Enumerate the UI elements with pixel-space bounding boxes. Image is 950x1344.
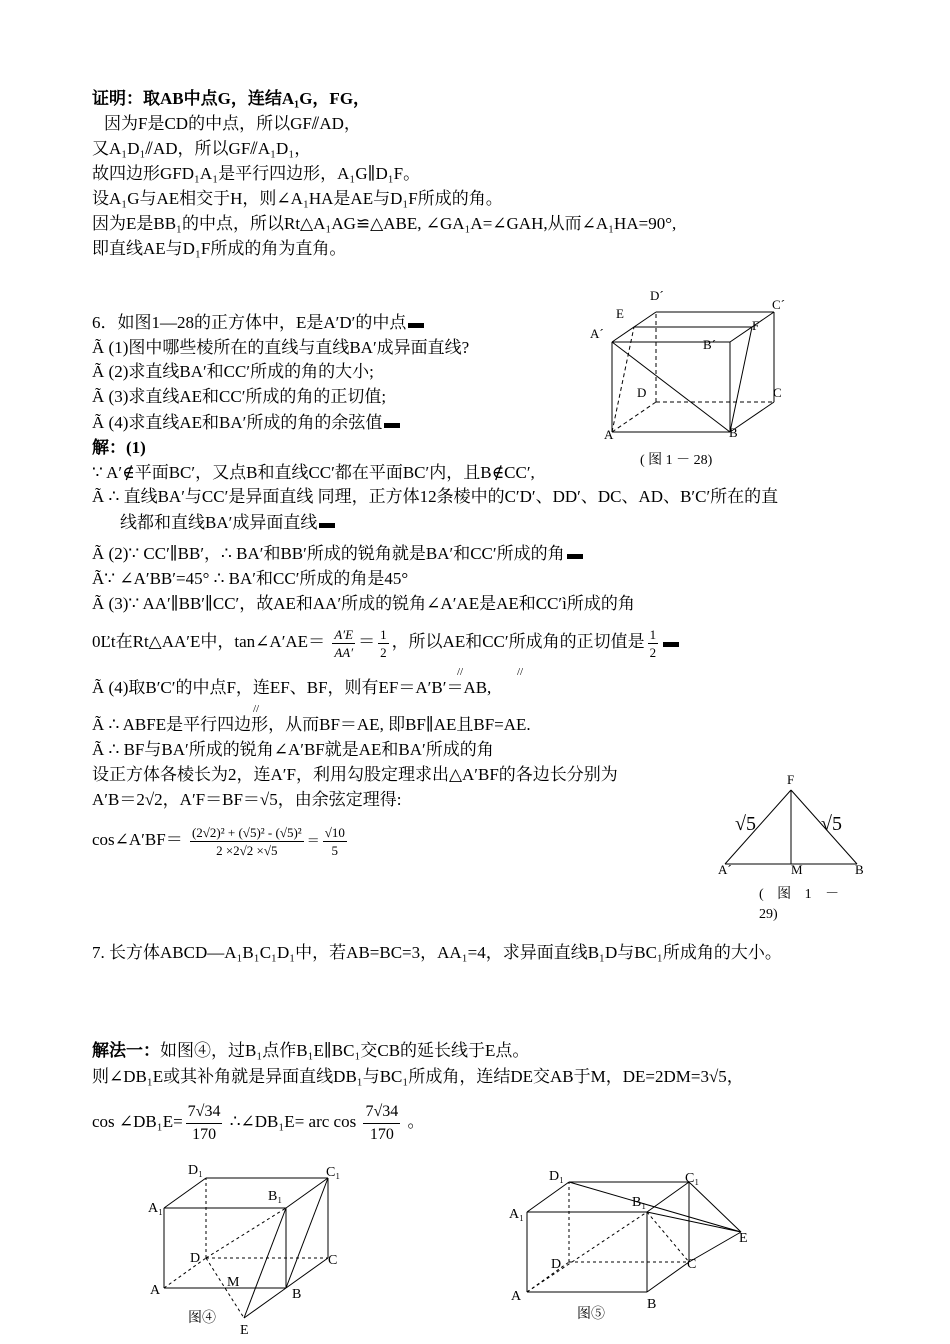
label-e: E bbox=[240, 1323, 249, 1338]
q7-sol-text: 如图④，过B₁点作B₁E∥BC₁交CB的延长线于E点。 bbox=[160, 1041, 530, 1060]
q6-sol-line-13 bbox=[92, 818, 350, 862]
label-d: D bbox=[551, 1257, 562, 1272]
label-c: C bbox=[328, 1253, 338, 1268]
label-d: D bbox=[190, 1251, 201, 1266]
frac-denominator: 2 bbox=[380, 644, 387, 660]
q7-sol-line-2: 则∠DB₁E或其补角就是异面直线DB₁与BC₁所成角，连结DE交AB于M，DE=2DM=3√5， bbox=[92, 1067, 744, 1086]
label-sqrt5-right: √5 bbox=[821, 813, 842, 835]
fraction-cos-value bbox=[186, 1101, 223, 1146]
parallel-mark: // bbox=[517, 666, 524, 678]
edit-mark-icon bbox=[663, 642, 679, 647]
edit-mark-icon bbox=[408, 323, 424, 328]
label-a: A bbox=[511, 1289, 522, 1304]
label-b: B bbox=[292, 1287, 302, 1302]
q6-sol-line-3-text: 线都和直线BA′成异面直线 bbox=[120, 513, 318, 532]
q6-sol-line-12: A′B＝2√2，A′F＝BF＝√5，由余弦定理得: bbox=[92, 790, 402, 809]
label-b: B bbox=[729, 425, 738, 440]
label-b: B bbox=[647, 1297, 657, 1312]
fraction-result bbox=[323, 824, 347, 859]
label-c: C bbox=[773, 385, 782, 400]
proof-line-3: 又A₁D₁⫽AD，所以GF⫽A₁D₁， bbox=[92, 139, 312, 158]
frac-numerator: 1 bbox=[380, 626, 387, 642]
proof-line-4: 故四边形GFD₁A₁是平行四边形，A₁G∥D₁F。 bbox=[92, 164, 421, 183]
q6-tan-text: 0Ľt在Rt△AA′E中，tan∠A′AE＝ bbox=[92, 632, 326, 651]
q6-sol-line-6: Ã (3)∵ AA′∥BB′∥CC′，故AE和AA′所成的锐角∠A′AE是AE和CC′ì所成的角 bbox=[92, 594, 635, 613]
parallel-mark: // bbox=[253, 703, 260, 715]
label-b-prime: B´ bbox=[703, 337, 716, 352]
label-b: B bbox=[855, 862, 864, 877]
q6-title-text: 6．如图1—28的正方体中，E是A′D′的中点 bbox=[92, 313, 407, 332]
label-d1: D₁ bbox=[188, 1163, 203, 1178]
q6-solution-head: 解：(1) bbox=[92, 438, 146, 457]
equals-sign: ＝ bbox=[358, 632, 376, 651]
label-a-prime: A´ bbox=[718, 862, 732, 877]
edit-mark-icon bbox=[567, 554, 583, 559]
equals-sign: ＝ bbox=[306, 833, 320, 848]
fraction-cosine bbox=[190, 824, 304, 859]
label-a1: A₁ bbox=[148, 1201, 163, 1216]
label-e: E bbox=[616, 306, 624, 321]
label-f: F bbox=[752, 318, 760, 333]
frac-denominator: 170 bbox=[192, 1125, 217, 1143]
proof-line-7: 即直线AE与D₁F所成的角为直角。 bbox=[92, 239, 347, 258]
label-a: A bbox=[604, 427, 614, 442]
q6-sol-line-11: 设正方体各棱长为2，连A′F，利用勾股定理求出△A′BF的各边长分别为 bbox=[92, 765, 618, 784]
figure-4-caption: 图④ bbox=[188, 1311, 216, 1326]
label-c1: C₁ bbox=[326, 1165, 341, 1180]
label-d: D bbox=[637, 385, 647, 400]
figure-4-cuboid bbox=[140, 1160, 380, 1340]
figure-1-29-triangle bbox=[715, 768, 875, 928]
fraction-half bbox=[378, 626, 389, 661]
q6-title bbox=[92, 312, 424, 334]
label-d1: D₁ bbox=[549, 1169, 564, 1184]
frac-numerator: √10 bbox=[324, 824, 345, 840]
fraction-half-2 bbox=[648, 626, 659, 661]
q6-cos-text: cos∠A′BF＝ bbox=[92, 830, 183, 849]
q7-text: 7. 长方体ABCD—A₁B₁C₁D₁中，若AB=BC=3，AA₁=4，求异面直线B₁D与BC₁所成角的大小。 bbox=[92, 943, 782, 962]
q7-cos-text: cos ∠DB₁E= bbox=[92, 1112, 183, 1131]
frac-denominator: 5 bbox=[331, 842, 339, 858]
frac-numerator: 7√34 bbox=[363, 1101, 400, 1124]
figure-1-29-caption: ( 图 1 － bbox=[759, 887, 845, 902]
proof-line-2: 因为F是CD的中点，所以GF⫽AD， bbox=[104, 114, 361, 133]
q6-sol-line-1: ∵ A′∉平面BC′，又点B和直线CC′都在平面BC′内，且B∉CC′, bbox=[92, 463, 535, 482]
q7-end-text: 。 bbox=[403, 1112, 425, 1131]
label-e: E bbox=[739, 1231, 748, 1246]
label-c1: C₁ bbox=[685, 1171, 700, 1186]
edit-mark-icon bbox=[319, 523, 335, 528]
proof-line-5: 设A₁G与AE相交于H，则∠A₁HA是AE与D₁F所成的角。 bbox=[92, 189, 503, 208]
q6-sol-line-5: Ã∵ ∠A′BB′=45° ∴ BA′和CC′所成的角是45° bbox=[92, 569, 409, 588]
label-b1: B₁ bbox=[632, 1195, 647, 1210]
q6-sol-line-10: Ã ∴ BF与BA′所成的锐角∠A′BF就是AE和BA′所成的角 bbox=[92, 740, 494, 759]
label-sqrt5-left: √5 bbox=[735, 813, 756, 835]
frac-denominator: AA′ bbox=[334, 644, 354, 660]
q6-sol-line-8: Ã (4)取B′C′的中点F，连EF、BF，则有EF＝A′B′＝AB, bbox=[92, 678, 492, 697]
figure-1-28-caption: ( 图 1 － 28) bbox=[640, 453, 713, 468]
q6-sol-line-9: Ã ∴ ABFE是平行四边形，从而BF＝AE, 即BF∥AE且BF=AE. bbox=[92, 715, 531, 734]
label-d-prime: D´ bbox=[650, 288, 664, 303]
figure-1-28-cube bbox=[590, 280, 790, 470]
frac-numerator: A′E bbox=[334, 626, 354, 642]
frac-denominator: 2 bbox=[649, 644, 657, 660]
q7-sol-line-1 bbox=[92, 1040, 529, 1062]
edit-mark-icon bbox=[384, 423, 400, 428]
label-a1: A₁ bbox=[509, 1207, 524, 1222]
frac-denominator: 170 bbox=[369, 1125, 394, 1143]
q7-arccos-text: ∴∠DB₁E= arc cos bbox=[225, 1112, 361, 1131]
figure-5-cuboid bbox=[505, 1160, 765, 1340]
q6-part-4 bbox=[92, 412, 400, 434]
fraction-arccos-value bbox=[363, 1101, 400, 1146]
q6-sol-line-4 bbox=[92, 543, 583, 565]
q7-solution-head: 解法一： bbox=[92, 1041, 160, 1060]
label-c: C bbox=[687, 1257, 697, 1272]
q6-tan-result-text: ，所以AE和CC′所成角的正切值是 bbox=[391, 632, 645, 651]
figure-5-caption: 图⑤ bbox=[577, 1307, 605, 1322]
frac-numerator: 1 bbox=[649, 626, 657, 642]
label-m: M bbox=[227, 1275, 240, 1290]
q6-sol-line-2: Ã ∴ 直线BA′与CC′是异面直线 同理，正方体12条棱中的C′D′、DD′、DC、AD、B′C′所在的直 bbox=[92, 487, 779, 506]
label-m: M bbox=[791, 862, 803, 877]
label-c-prime: C´ bbox=[772, 297, 785, 312]
q6-part-4-text: Ã (4)求直线AE和BA′所成的角的余弦值 bbox=[92, 413, 383, 432]
q7-title bbox=[92, 942, 782, 964]
q6-sol-line-3 bbox=[120, 512, 335, 534]
q6-part-1: Ã (1)图中哪些棱所在的直线与直线BA′成异面直线? bbox=[92, 338, 470, 357]
frac-denominator: 2 ×2√2 ×√5 bbox=[216, 842, 278, 858]
label-a: A bbox=[150, 1283, 161, 1298]
fraction-ae-aa bbox=[332, 626, 355, 661]
proof-text: 证明：取AB中点G，连结A₁G，FG， bbox=[92, 89, 371, 108]
label-a-prime: A´ bbox=[590, 326, 604, 341]
proof-line-6: 因为E是BB₁的中点，所以Rt△A₁AG≌△ABE, ∠GA₁A=∠GAH,从而∠A₁HA=90°, bbox=[92, 214, 677, 233]
q6-part-2: Ã (2)求直线BA′和CC′所成的角的大小; bbox=[92, 362, 374, 381]
q6-part-3: Ã (3)求直线AE和CC′所成的角的正切值; bbox=[92, 387, 387, 406]
parallel-mark: // bbox=[457, 666, 464, 678]
label-f: F bbox=[787, 772, 795, 787]
q6-sol-line-4-text: Ã (2)∵ CC′∥BB′，∴ BA′和BB′所成的锐角就是BA′和CC′所成的角 bbox=[92, 544, 565, 563]
frac-numerator: 7√34 bbox=[186, 1101, 223, 1124]
q6-sol-line-7 bbox=[92, 620, 679, 664]
q7-sol-line-3 bbox=[92, 1096, 424, 1148]
frac-numerator: (2√2)² + (√5)² - (√5)² bbox=[191, 824, 302, 840]
figure-1-29-caption-2: 29) bbox=[759, 907, 778, 922]
label-b1: B₁ bbox=[268, 1189, 283, 1204]
proof-line-1 bbox=[92, 88, 370, 110]
